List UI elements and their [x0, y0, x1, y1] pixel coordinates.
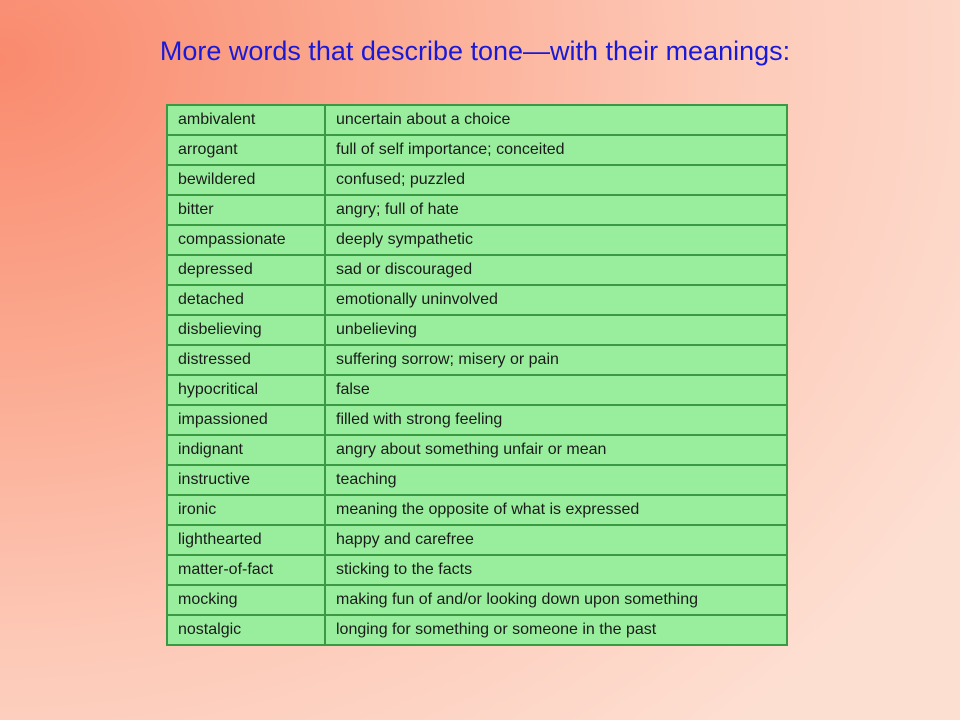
meaning-cell: happy and carefree [325, 525, 787, 555]
table-row [167, 405, 787, 435]
table-row [167, 585, 787, 615]
meaning-cell: unbelieving [325, 315, 787, 345]
table-row [167, 555, 787, 585]
meaning-cell: suffering sorrow; misery or pain [325, 345, 787, 375]
meaning-cell: angry about something unfair or mean [325, 435, 787, 465]
tone-word-cell: matter-of-fact [167, 555, 325, 585]
table-row [167, 255, 787, 285]
tone-word-cell: hypocritical [167, 375, 325, 405]
tone-word-cell: instructive [167, 465, 325, 495]
tone-word-cell: nostalgic [167, 615, 325, 645]
meaning-cell: making fun of and/or looking down upon something [325, 585, 787, 615]
meaning-cell: filled with strong feeling [325, 405, 787, 435]
table-row [167, 195, 787, 225]
table-row [167, 435, 787, 465]
table-row [167, 135, 787, 165]
meaning-cell: emotionally uninvolved [325, 285, 787, 315]
tone-word-cell: mocking [167, 585, 325, 615]
tone-word-cell: impassioned [167, 405, 325, 435]
meaning-cell: meaning the opposite of what is expressed [325, 495, 787, 525]
table-row [167, 345, 787, 375]
meaning-cell: sticking to the facts [325, 555, 787, 585]
meaning-cell: confused; puzzled [325, 165, 787, 195]
table-row [167, 615, 787, 645]
tone-word-cell: ambivalent [167, 105, 325, 135]
tone-word-cell: arrogant [167, 135, 325, 165]
tone-word-cell: lighthearted [167, 525, 325, 555]
table-row [167, 495, 787, 525]
meaning-cell: longing for something or someone in the past [325, 615, 787, 645]
table-row [167, 375, 787, 405]
slide-title: More words that describe tone—with their meanings: [159, 36, 791, 66]
tone-word-cell: disbelieving [167, 315, 325, 345]
table-row [167, 525, 787, 555]
meaning-cell: angry; full of hate [325, 195, 787, 225]
tone-word-cell: bitter [167, 195, 325, 225]
meaning-cell: uncertain about a choice [325, 105, 787, 135]
tone-words-table [166, 104, 788, 646]
table-row [167, 105, 787, 135]
tone-word-cell: compassionate [167, 225, 325, 255]
tone-word-cell: indignant [167, 435, 325, 465]
meaning-cell: full of self importance; conceited [325, 135, 787, 165]
table-row [167, 285, 787, 315]
table-row [167, 225, 787, 255]
tone-word-cell: depressed [167, 255, 325, 285]
table-body [167, 105, 787, 645]
meaning-cell: deeply sympathetic [325, 225, 787, 255]
tone-word-cell: ironic [167, 495, 325, 525]
tone-word-cell: distressed [167, 345, 325, 375]
tone-word-cell: bewildered [167, 165, 325, 195]
tone-word-cell: detached [167, 285, 325, 315]
meaning-cell: false [325, 375, 787, 405]
meaning-cell: teaching [325, 465, 787, 495]
table-row [167, 165, 787, 195]
meaning-cell: sad or discouraged [325, 255, 787, 285]
table-row [167, 315, 787, 345]
table-row [167, 465, 787, 495]
